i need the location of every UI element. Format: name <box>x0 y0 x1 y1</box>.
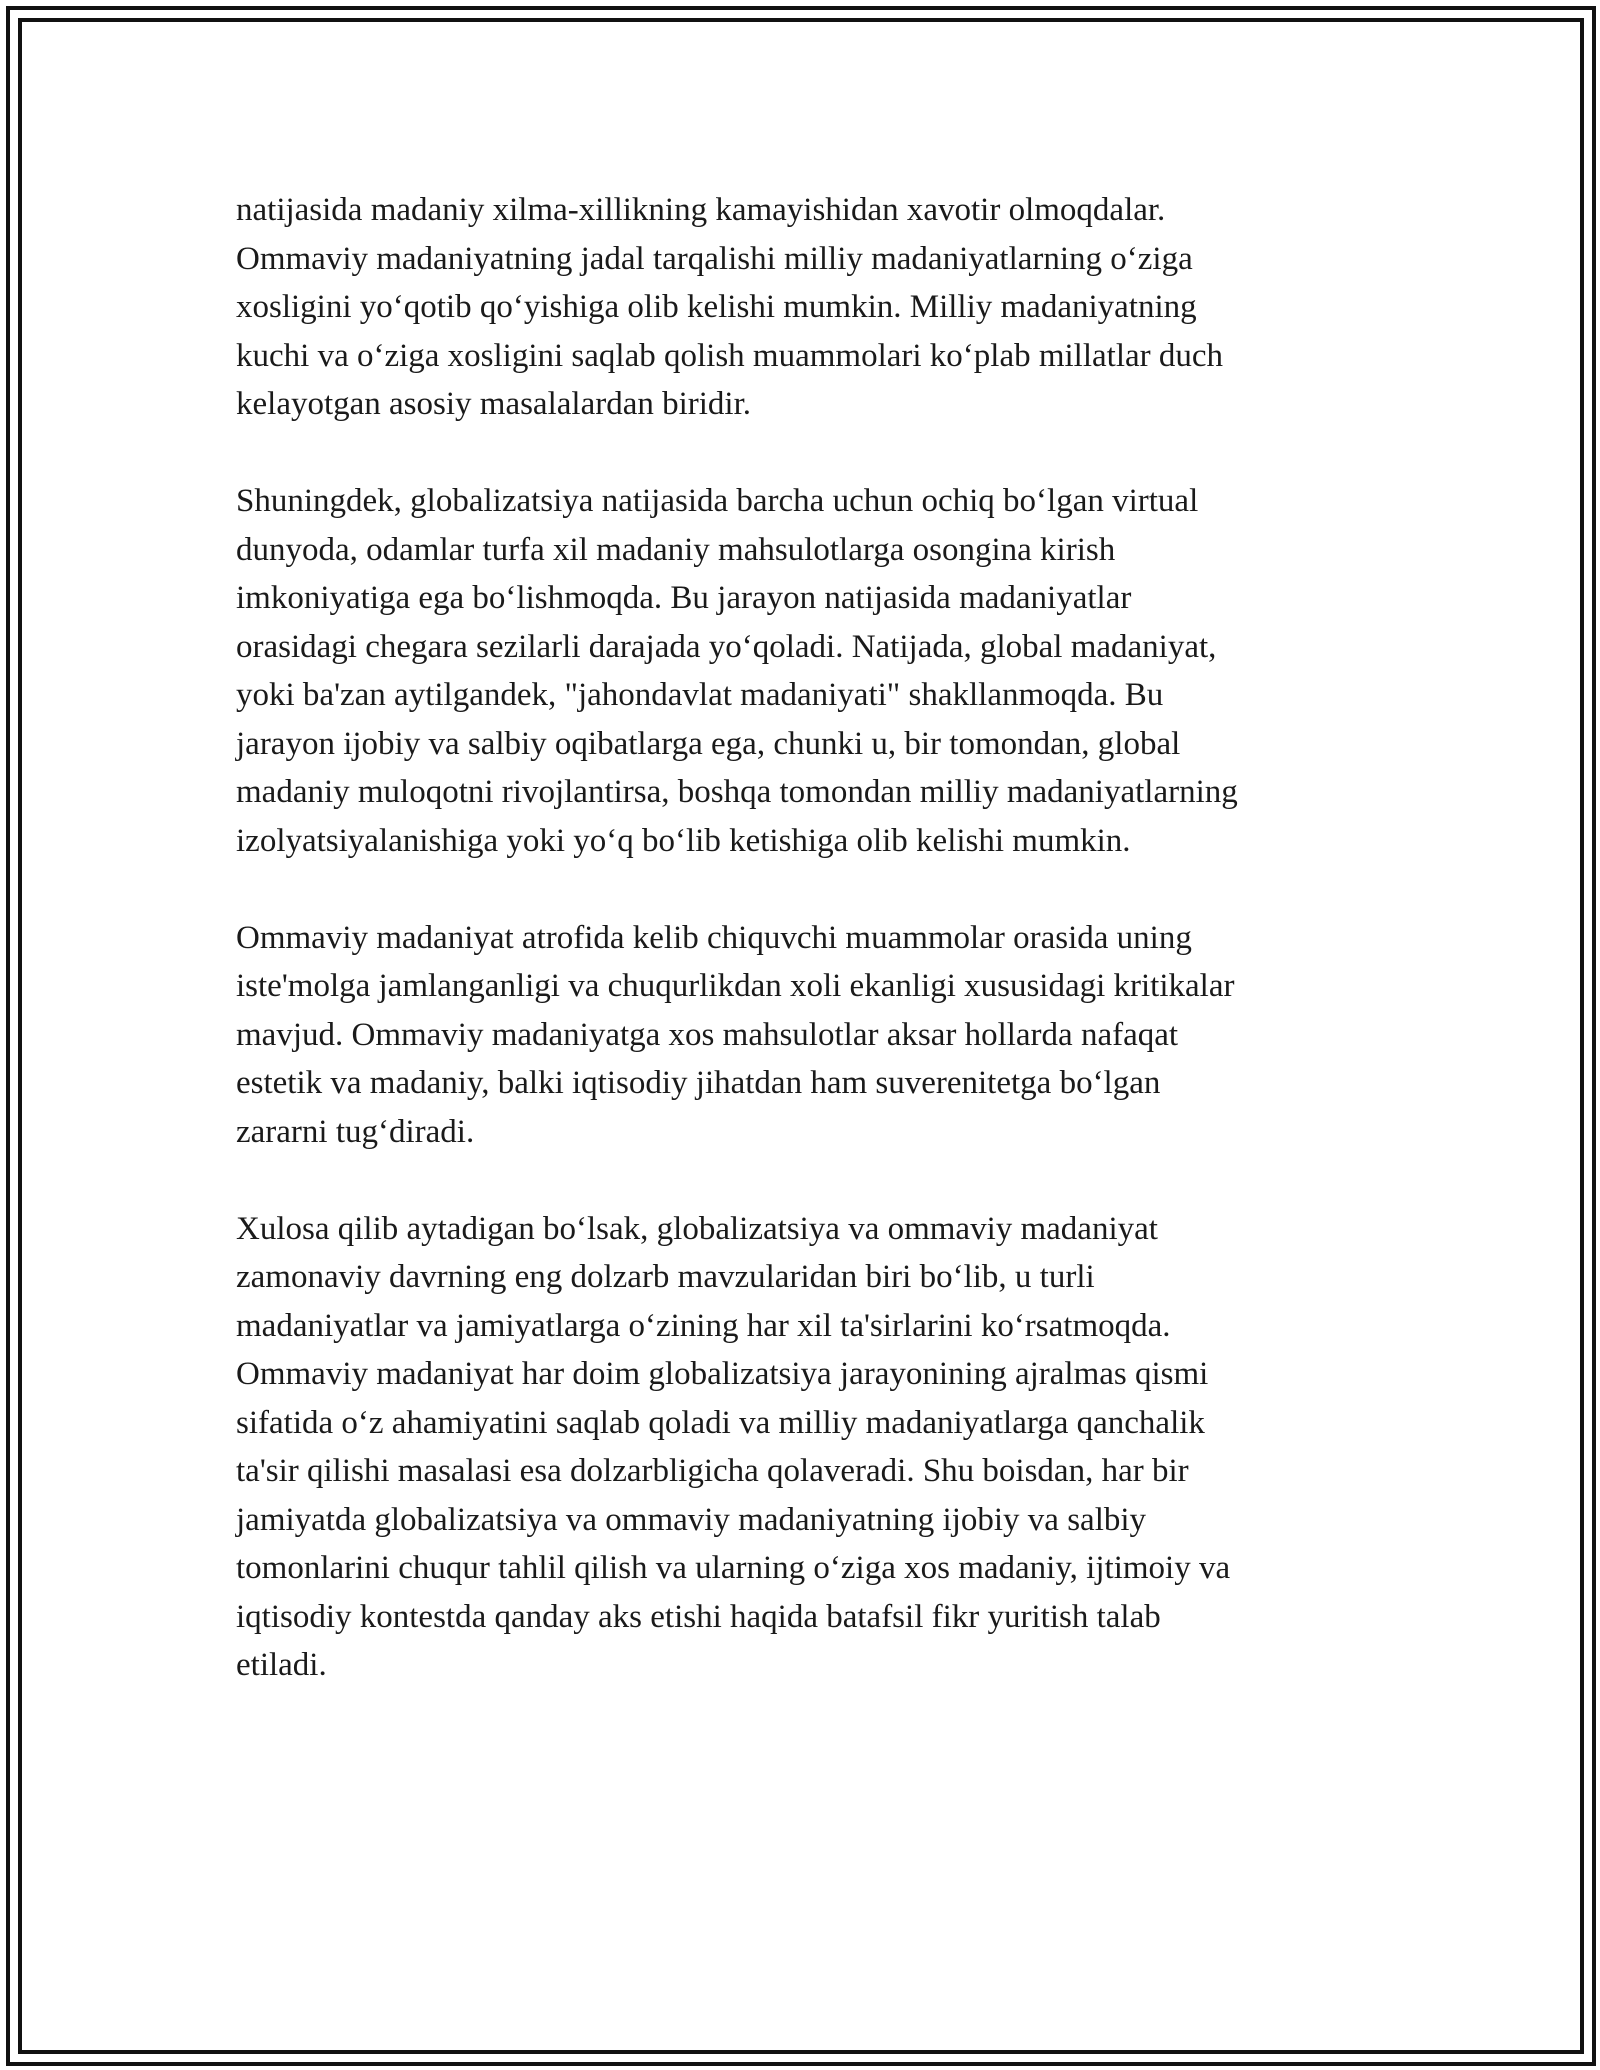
document-body <box>236 186 1376 1738</box>
paragraph-4: Xulosa qilib aytadigan boʻlsak, globalizatsiya va ommaviy madaniyat zamonaviy davrning eng dolzarb mavzularidan biri boʻlib, u turli madaniyatlar va jamiyatlarga oʻzining har xil ta'sirlarini koʻrsatmoqda. Ommaviy madaniyat har doim globalizatsiya jarayonining ajralmas qismi sifatida oʻz ahamiyatini saqlab qoladi va milliy madaniyatlarga qanchalik ta'sir qilishi masalasi esa dolzarbligicha qolaveradi. Shu boisdan, har bir jamiyatda globalizatsiya va ommaviy madaniyatning ijobiy va salbiy tomonlarini chuqur tahlil qilish va ularning oʻziga xos madaniy, ijtimoiy va iqtisodiy kontestda qanday aks etishi haqida batafsil fikr yuritish talab etiladi. <box>236 1210 1231 1683</box>
paragraph-2: Shuningdek, globalizatsiya natijasida barcha uchun ochiq boʻlgan virtual dunyoda, odamlar turfa xil madaniy mahsulotlarga osongina kirish imkoniyatiga ega boʻlishmoqda. Bu jarayon natijasida madaniyatlar orasidagi chegara sezilarli darajada yoʻqoladi. Natijada, global madaniyat, yoki ba'zan aytilgandek, "jahondavlat madaniyati" shakllanmoqda. Bu jarayon ijobiy va salbiy oqibatlarga ega, chunki u, bir tomondan, global madaniy muloqotni rivojlantirsa, boshqa tomondan milliy madaniyatlarning izolyatsiyalanishiga yoki yoʻq boʻlib ketishiga olib kelishi mumkin. <box>236 483 1238 859</box>
paragraph-1: natijasida madaniy xilma-xillikning kamayishidan xavotir olmoqdalar. Ommaviy madaniyatning jadal tarqalishi milliy madaniyatlarning oʻziga xosligini yoʻqotib qoʻyishiga olib kelishi mumkin. Milliy madaniyatning kuchi va oʻziga xosligini saqlab qolish muammolari koʻplab millatlar duch kelayotgan asosiy masalalardan biridir. <box>236 192 1224 422</box>
paragraph-3: Ommaviy madaniyat atrofida kelib chiquvchi muammolar orasida uning iste'molga jamlanganligi va chuqurlikdan xoli ekanligi xususidagi kritikalar mavjud. Ommaviy madaniyatga xos mahsulotlar aksar hollarda nafaqat estetik va madaniy, balki iqtisodiy jihatdan ham suverenitetga boʻlgan zararni tugʻdiradi. <box>236 919 1235 1150</box>
